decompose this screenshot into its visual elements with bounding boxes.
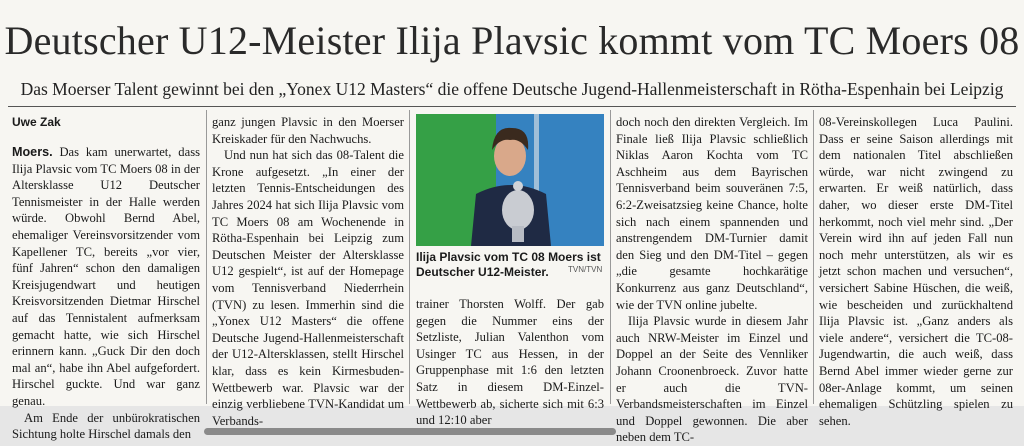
headline: Deutscher U12-Meister Ilija Plavsic kommt vom TC Moers 08 — [4, 18, 1020, 63]
paragraph: ganz jungen Plavsic in den Moerser Kreiskader für den Nachwuchs. — [212, 115, 404, 146]
photo-credit: TVN/TVN — [568, 265, 603, 274]
header-rule — [8, 106, 1016, 107]
dateline: Moers. — [12, 145, 53, 159]
column-1 — [12, 114, 200, 442]
player-photo — [416, 114, 604, 246]
column-5 — [819, 114, 1013, 428]
subheadline: Das Moerser Talent gewinnt bei den „Yonex U12 Masters“ die offene Deutsche Jugend-Hallenmeisterschaft in Rötha-Espenhain bei Leipzig — [20, 79, 1004, 99]
column-2 — [212, 114, 404, 428]
column-4 — [616, 114, 808, 445]
column-divider — [610, 110, 611, 404]
paragraph: Und nun hat sich das 08-Talent die Krone aufgesetzt. „In einer der letzten Tennis-Entscheidungen des Jahres 2024 hat sich Ilija Plavsic vom TC Moers 08 am Wochenende in Rötha-Espenhain bei Leipzig zum Deutschen Meister der Altersklasse U12 gespielt“, ist auf der Homepage vom Tennisverband Niederrhein (TVN) zu lesen. Immerhin sind die „Yonex U12 Masters“ die offene Deutsche Jugend-Hallenmeisterschaft der U12-Altersklassen, stellt Hirschel klar, dass es kein Kirmesbuden-Wettbewerb war. Plavsic war der einzig verbliebene TVN-Kandidat um Verbands- — [212, 148, 404, 428]
paragraph: trainer Thorsten Wolff. Der gab gegen die Nummer eins der Setzliste, Julian Valenthon vom Usinger TC aus Hessen, in der Gruppenphase mit 1:6 den letzten Satz in diesem DM-Einzel-Wettbewerb ab, sicherte sich mit 6:3 und 12:10 aber — [416, 297, 604, 428]
paragraph: Moers. Das kam unerwartet, dass Ilija Plavsic vom TC Moers 08 in der Altersklasse U12 Deutscher Tennismeister in der Halle werden würde. Obwohl Bernd Abel, ehemaliger Vereinsvorsitzender vom Kapellener TC, bereits „vor vier, fünf Jahren“ schon den damaligen Kreisjugendwart und heutigen Kreisvorsitzenden Dietmar Hirschel auf das Tennistalent aufmerksam gemacht hatte, wie sich Hirschel erinnern kann. „Guck Dir den doch mal an“, habe ihn Abel aufgefordert. Hirschel guckte. Und war ganz genau. — [12, 145, 200, 408]
paragraph: doch noch den direkten Vergleich. Im Finale ließ Ilija Plavsic schließlich Niklas Aaron Kochta vom TC Aschheim aus dem Bayrischen Tennisverband beim souveränen 7:5, 6:2-Zweisatzsieg keine Chance, holte sich nach einem spannenden und anstrengendem DM-Turnier damit den Sieg und den DM-Titel – gegen „die gesamte hochkarätige Konkurrenz aus ganz Deutschland“, wie der TVN online jubelte. — [616, 115, 808, 312]
player-with-trophy-image — [416, 114, 604, 246]
column-divider — [813, 110, 814, 404]
column-divider — [206, 110, 207, 404]
paragraph: 08-Vereinskollegen Luca Paulini. Dass er seine Saison allerdings mit dem nationalen Titel abschließen würde, war nicht zwingend zu erwarten. Er weiß natürlich, dass daher, wo dieser erste DM-Titel herkommt, noch viel mehr sind. „Der Verein wird ihn auf jeden Fall nun noch mehr unterstützen, als wir es jetzt schon machen und versuchen“, versichert Sabine Hüschen, die weiß, wie bescheiden und zurückhaltend Ilija Plavsic ist. „Ganz anders als viele andere“, versichert die TC-08-Jugendwartin, die auch weiß, dass Bernd Abel immer wieder gerne zur 08er-Anlage kommt, um seinen ehemaligen Schützling spielen zu sehen. — [819, 115, 1013, 428]
photo-caption: Ilija Plavsic vom TC 08 Moers ist Deutscher U12-Meister. — [416, 250, 601, 279]
column-3 — [416, 296, 604, 428]
column-divider — [409, 110, 410, 404]
paragraph: Ilija Plavsic wurde in diesem Jahr auch NRW-Meister im Einzel und Doppel an der Seite des Vennliker Johann Croonenbroeck. Zuvor hatte er auch die TVN-Verbandsmeisterschaften im Einzel und Doppel gewonnen. Die aber neben dem TC- — [616, 314, 808, 445]
paragraph: Am Ende der unbürokratischen Sichtung holte Hirschel damals den — [12, 410, 200, 442]
author-byline: Uwe Zak — [12, 115, 61, 129]
horizontal-scrollbar[interactable] — [204, 428, 616, 435]
